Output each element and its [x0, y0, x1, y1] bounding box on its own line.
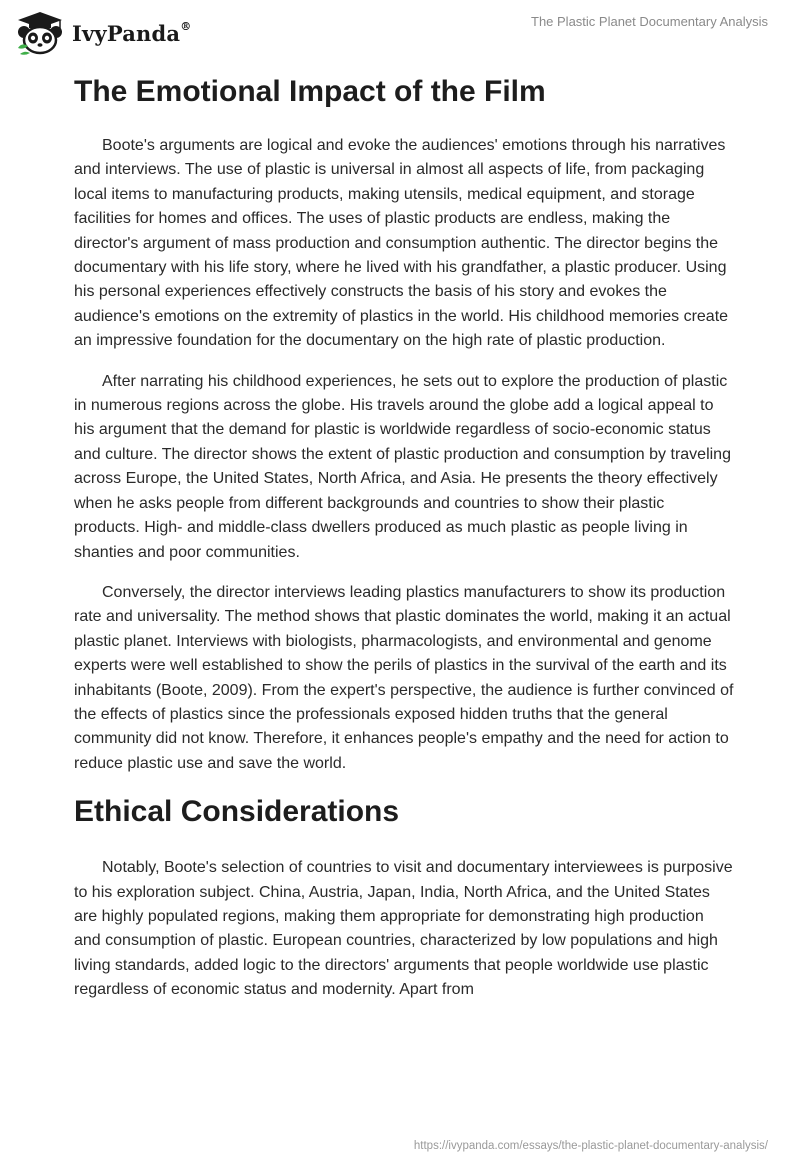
essay-content — [74, 70, 734, 1019]
registered-mark: ® — [180, 19, 192, 33]
source-url[interactable]: https://ivypanda.com/essays/the-plastic-planet-documentary-analysis/ — [413, 1140, 768, 1152]
paragraph: After narrating his childhood experiences, he sets out to explore the production of plastic in numerous regions across the globe. His travels around the globe add a logical appeal to his argument that the demand for plastic is worldwide regardless of socio-economic status and culture. The director shows the extent of plastic production and consumption by traveling across Europe, the United States, North Africa, and Asia. He presents the theory effectively when he asks people from different backgrounds and countries to show their plastic products. High- and middle-class dwellers produced as much plastic as people living in shanties and poor communities. — [74, 372, 731, 561]
panda-graduate-icon — [14, 10, 66, 56]
document-title: The Plastic Planet Documentary Analysis — [531, 14, 768, 29]
page-header — [0, 0, 800, 70]
paragraph: Boote's arguments are logical and evoke the audiences' emotions through his narratives and interviews. The use of plastic is universal in almost all aspects of life, from packaging local items to manufacturing products, making utensils, medical equipment, and storage facilities for homes and offices. The uses of plastic products are endless, making the director's argument of mass production and consumption authentic. The director begins the documentary with his life story, where he lived with his grandfather, a plastic producer. Using his personal experiences effectively constructs the basis of his story and evokes the audience's emotions on the extremity of plastics in the world. His childhood memories create an impressive foundation for the documentary on the high rate of plastic production. — [74, 137, 729, 350]
section-heading-emotional-impact: The Emotional Impact of the Film — [74, 75, 546, 108]
paragraph: Conversely, the director interviews leading plastics manufacturers to show its production rate and universality. The method shows that plastic dominates the world, making it an actual plastic planet. Interviews with biologists, pharmacologists, and environmental and genome experts were well established to show the perils of plastics in the survival of the earth and its inhabitants (Boote, 2009). From the expert's perspective, the audience is further convinced of the effects of plastics since the professionals exposed hidden truths that the general community did not know. Therefore, it enhances people's empathy and the need for action to reduce plastic use and save the world. — [74, 583, 734, 772]
section-heading-ethical-considerations: Ethical Considerations — [74, 795, 400, 829]
ivypanda-logo[interactable] — [14, 10, 191, 56]
paragraph: Notably, Boote's selection of countries to visit and documentary interviewees is purposive to his exploration subject. China, Austria, Japan, India, North Africa, and the United States are highly populated regions, making them appropriate for demonstrating high production and consumption of plastic. European countries, characterized by low populations and high living standards, added logic to the directors' arguments that people worldwide use plastic regardless of economic status and modernity. Apart from — [74, 859, 733, 999]
logo-wordmark: IvyPanda® — [72, 19, 192, 46]
